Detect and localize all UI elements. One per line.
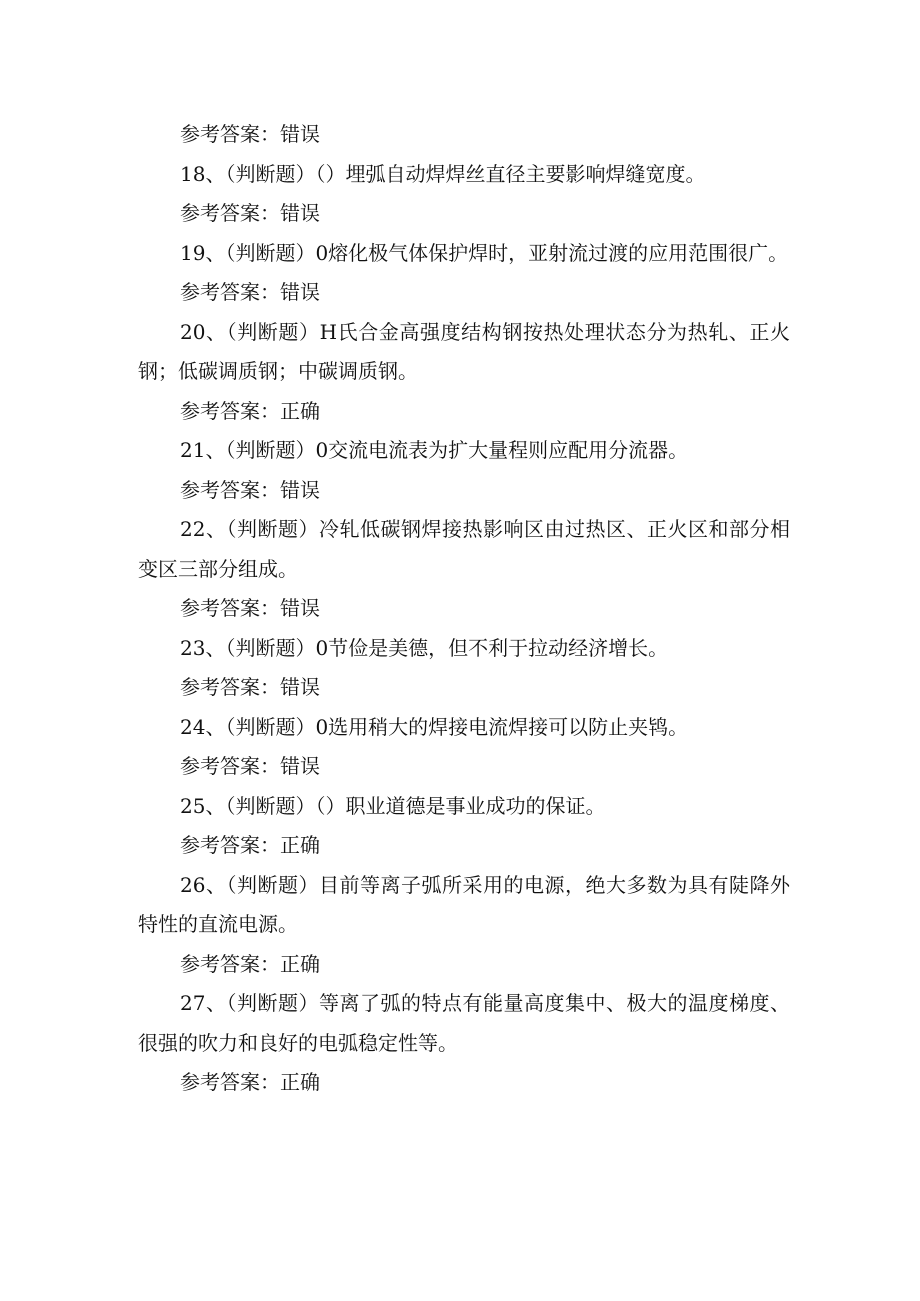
answer-line: 参考答案：正确 <box>180 951 320 976</box>
answer-line: 参考答案：错误 <box>180 754 320 778</box>
answer-line: 参考答案：错误 <box>180 280 320 304</box>
answer-line: 参考答案：正确 <box>180 833 320 857</box>
question-22: 22、（判断题）冷轧低碳钢焊接热影响区由过热区、正火区和部分相变区三部分组成。 <box>138 517 790 581</box>
question-24: 24、（判断题）0选用稍大的焊接电流焊接可以防止夹鸨。 <box>180 714 689 739</box>
question-19: 19、（判断题）0熔化极气体保护焊时，亚射流过渡的应用范围很广。 <box>180 240 789 265</box>
question-21: 21、（判断题）0交流电流表为扩大量程则应配用分流器。 <box>180 438 689 462</box>
answer-line: 参考答案：错误 <box>180 201 320 225</box>
answer-line: 参考答案：正确 <box>180 398 320 423</box>
question-23: 23、（判断题）0节俭是美德，但不利于拉动经济增长。 <box>180 635 669 660</box>
question-18: 18、（判断题）（）埋弧自动焊焊丝直径主要影响焊缝宽度。 <box>180 161 706 186</box>
answer-line: 参考答案：错误 <box>180 675 320 699</box>
answer-line: 参考答案：错误 <box>180 122 320 146</box>
question-list <box>138 115 790 1103</box>
question-25: 25、（判断题）（）职业道德是事业成功的保证。 <box>180 793 606 818</box>
question-27: 27、（判断题）等离了弧的特点有能量高度集中、极大的温度梯度、很强的吹力和良好的电弧稳定性等。 <box>138 991 790 1055</box>
answer-line: 参考答案：正确 <box>180 1070 320 1094</box>
question-26: 26、（判断题）目前等离子弧所采用的电源，绝大多数为具有陡降外特性的直流电源。 <box>138 872 790 936</box>
answer-line: 参考答案：错误 <box>180 596 320 620</box>
answer-line: 参考答案：错误 <box>180 477 320 502</box>
question-20: 20、（判断题）H氏合金高强度结构钢按热处理状态分为热轧、正火钢；低碳调质钢；中碳调质钢。 <box>138 319 790 383</box>
